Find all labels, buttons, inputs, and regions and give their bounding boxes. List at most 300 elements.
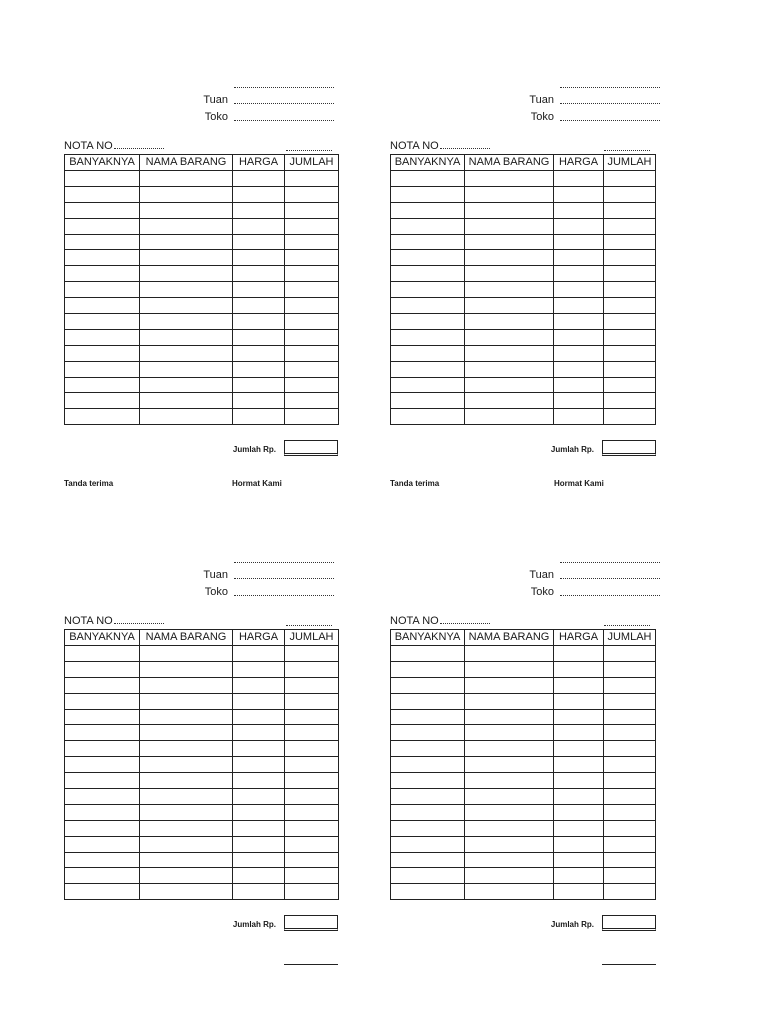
cell-harga[interactable]	[233, 646, 285, 662]
cell-banyaknya[interactable]	[391, 789, 465, 805]
cell-nama-barang[interactable]	[140, 186, 233, 202]
table-row	[65, 186, 339, 202]
cell-harga[interactable]	[554, 773, 604, 789]
toko-dots	[560, 119, 660, 121]
cell-harga[interactable]	[233, 234, 285, 250]
cell-harga[interactable]	[554, 377, 604, 393]
cell-harga[interactable]	[554, 709, 604, 725]
cell-harga[interactable]	[233, 266, 285, 282]
cell-harga[interactable]	[554, 345, 604, 361]
cell-nama-barang[interactable]	[140, 361, 233, 377]
cell-nama-barang[interactable]	[465, 314, 554, 330]
cell-nama-barang[interactable]	[465, 868, 554, 884]
cell-harga[interactable]	[233, 725, 285, 741]
cell-jumlah[interactable]	[604, 661, 656, 677]
cell-nama-barang[interactable]	[465, 234, 554, 250]
cell-harga[interactable]	[554, 329, 604, 345]
cell-banyaknya[interactable]	[65, 393, 140, 409]
cell-banyaknya[interactable]	[65, 377, 140, 393]
cell-nama-barang[interactable]	[140, 836, 233, 852]
cell-nama-barang[interactable]	[465, 171, 554, 187]
cell-harga[interactable]	[554, 661, 604, 677]
cell-jumlah[interactable]	[285, 377, 339, 393]
cell-banyaknya[interactable]	[65, 218, 140, 234]
cell-jumlah[interactable]	[604, 409, 656, 425]
cell-banyaknya[interactable]	[65, 677, 140, 693]
cell-banyaknya[interactable]	[65, 661, 140, 677]
cell-nama-barang[interactable]	[140, 852, 233, 868]
cell-harga[interactable]	[554, 250, 604, 266]
cell-nama-barang[interactable]	[465, 218, 554, 234]
cell-nama-barang[interactable]	[465, 757, 554, 773]
jumlah-rp-label: Jumlah Rp.	[232, 920, 276, 929]
cell-harga[interactable]	[554, 741, 604, 757]
cell-harga[interactable]	[554, 677, 604, 693]
date-line	[184, 76, 334, 92]
cell-nama-barang[interactable]	[140, 677, 233, 693]
cell-banyaknya[interactable]	[391, 361, 465, 377]
cell-banyaknya[interactable]	[391, 693, 465, 709]
cell-jumlah[interactable]	[604, 361, 656, 377]
cell-banyaknya[interactable]	[391, 234, 465, 250]
cell-banyaknya[interactable]	[65, 314, 140, 330]
cell-jumlah[interactable]	[285, 804, 339, 820]
cell-harga[interactable]	[233, 852, 285, 868]
cell-harga[interactable]	[554, 314, 604, 330]
cell-jumlah[interactable]	[604, 709, 656, 725]
cell-jumlah[interactable]	[285, 314, 339, 330]
cell-jumlah[interactable]	[604, 804, 656, 820]
cell-harga[interactable]	[554, 868, 604, 884]
cell-jumlah[interactable]	[604, 266, 656, 282]
cell-jumlah[interactable]	[604, 250, 656, 266]
cell-nama-barang[interactable]	[140, 820, 233, 836]
cell-nama-barang[interactable]	[465, 646, 554, 662]
cell-banyaknya[interactable]	[65, 171, 140, 187]
cell-jumlah[interactable]	[285, 852, 339, 868]
cell-nama-barang[interactable]	[465, 202, 554, 218]
cell-nama-barang[interactable]	[140, 345, 233, 361]
cell-banyaknya[interactable]	[391, 186, 465, 202]
cell-banyaknya[interactable]	[65, 836, 140, 852]
cell-harga[interactable]	[554, 884, 604, 900]
hormat-kami-label: Hormat Kami	[232, 479, 282, 488]
cell-harga[interactable]	[233, 202, 285, 218]
cell-nama-barang[interactable]	[140, 234, 233, 250]
cell-nama-barang[interactable]	[465, 741, 554, 757]
cell-nama-barang[interactable]	[140, 693, 233, 709]
cell-harga[interactable]	[233, 709, 285, 725]
cell-banyaknya[interactable]	[391, 250, 465, 266]
cell-harga[interactable]	[233, 393, 285, 409]
cell-banyaknya[interactable]	[65, 789, 140, 805]
cell-nama-barang[interactable]	[465, 393, 554, 409]
cell-harga[interactable]	[233, 868, 285, 884]
cell-jumlah[interactable]	[285, 250, 339, 266]
cell-banyaknya[interactable]	[65, 298, 140, 314]
cell-jumlah[interactable]	[285, 329, 339, 345]
cell-banyaknya[interactable]	[65, 741, 140, 757]
cell-banyaknya[interactable]	[391, 677, 465, 693]
cell-harga[interactable]	[554, 820, 604, 836]
cell-banyaknya[interactable]	[65, 804, 140, 820]
col-header-banyaknya: BANYAKNYA	[391, 630, 465, 646]
cell-jumlah[interactable]	[285, 409, 339, 425]
cell-jumlah[interactable]	[285, 836, 339, 852]
table-row	[65, 836, 339, 852]
cell-banyaknya[interactable]	[391, 725, 465, 741]
toko-label: Toko	[530, 586, 554, 598]
cell-jumlah[interactable]	[604, 836, 656, 852]
cell-harga[interactable]	[233, 250, 285, 266]
cell-banyaknya[interactable]	[65, 852, 140, 868]
cell-nama-barang[interactable]	[465, 836, 554, 852]
cell-banyaknya[interactable]	[65, 773, 140, 789]
cell-jumlah[interactable]	[285, 741, 339, 757]
cell-nama-barang[interactable]	[140, 757, 233, 773]
cell-nama-barang[interactable]	[140, 250, 233, 266]
cell-banyaknya[interactable]	[391, 836, 465, 852]
cell-banyaknya[interactable]	[391, 709, 465, 725]
cell-jumlah[interactable]	[604, 757, 656, 773]
cell-harga[interactable]	[233, 377, 285, 393]
cell-nama-barang[interactable]	[140, 804, 233, 820]
cell-banyaknya[interactable]	[391, 171, 465, 187]
cell-harga[interactable]	[233, 773, 285, 789]
cell-jumlah[interactable]	[604, 329, 656, 345]
table-row	[65, 646, 339, 662]
cell-banyaknya[interactable]	[391, 741, 465, 757]
cell-nama-barang[interactable]	[140, 741, 233, 757]
cell-jumlah[interactable]	[604, 298, 656, 314]
cell-jumlah[interactable]	[285, 282, 339, 298]
cell-banyaknya[interactable]	[65, 329, 140, 345]
cell-harga[interactable]	[233, 171, 285, 187]
cell-banyaknya[interactable]	[391, 202, 465, 218]
cell-banyaknya[interactable]	[65, 250, 140, 266]
cell-jumlah[interactable]	[604, 393, 656, 409]
cell-jumlah[interactable]	[285, 789, 339, 805]
cell-jumlah[interactable]	[604, 377, 656, 393]
cell-banyaknya[interactable]	[391, 282, 465, 298]
cell-nama-barang[interactable]	[140, 789, 233, 805]
cell-banyaknya[interactable]	[391, 218, 465, 234]
cell-harga[interactable]	[554, 409, 604, 425]
cell-banyaknya[interactable]	[65, 282, 140, 298]
cell-harga[interactable]	[233, 329, 285, 345]
cell-harga[interactable]	[233, 741, 285, 757]
cell-jumlah[interactable]	[604, 646, 656, 662]
cell-nama-barang[interactable]	[465, 773, 554, 789]
cell-jumlah[interactable]	[604, 693, 656, 709]
cell-banyaknya[interactable]	[391, 345, 465, 361]
jumlah-total-box[interactable]	[602, 915, 656, 931]
cell-nama-barang[interactable]	[465, 789, 554, 805]
cell-jumlah[interactable]	[285, 725, 339, 741]
table-row	[65, 171, 339, 187]
cell-nama-barang[interactable]	[140, 171, 233, 187]
cell-banyaknya[interactable]	[391, 377, 465, 393]
cell-banyaknya[interactable]	[391, 329, 465, 345]
cell-jumlah[interactable]	[604, 345, 656, 361]
cell-banyaknya[interactable]	[65, 646, 140, 662]
cell-harga[interactable]	[554, 171, 604, 187]
cell-jumlah[interactable]	[285, 298, 339, 314]
cell-harga[interactable]	[233, 298, 285, 314]
cell-jumlah[interactable]	[604, 677, 656, 693]
cell-nama-barang[interactable]	[140, 646, 233, 662]
cell-banyaknya[interactable]	[391, 884, 465, 900]
cell-nama-barang[interactable]	[465, 361, 554, 377]
cell-harga[interactable]	[554, 852, 604, 868]
cell-harga[interactable]	[554, 693, 604, 709]
cell-banyaknya[interactable]	[65, 757, 140, 773]
cell-jumlah[interactable]	[285, 757, 339, 773]
table-row	[65, 709, 339, 725]
cell-nama-barang[interactable]	[140, 266, 233, 282]
cell-jumlah[interactable]	[285, 202, 339, 218]
cell-nama-barang[interactable]	[140, 409, 233, 425]
cell-harga[interactable]	[554, 757, 604, 773]
cell-nama-barang[interactable]	[140, 282, 233, 298]
cell-harga[interactable]	[233, 186, 285, 202]
cell-jumlah[interactable]	[604, 789, 656, 805]
cell-banyaknya[interactable]	[391, 757, 465, 773]
table-row	[391, 773, 656, 789]
cell-harga[interactable]	[233, 836, 285, 852]
cell-harga[interactable]	[554, 804, 604, 820]
cell-harga[interactable]	[554, 836, 604, 852]
cell-banyaknya[interactable]	[391, 852, 465, 868]
cell-jumlah[interactable]	[604, 218, 656, 234]
cell-harga[interactable]	[233, 884, 285, 900]
jumlah-total-box[interactable]	[284, 915, 338, 931]
cell-harga[interactable]	[554, 186, 604, 202]
cell-jumlah[interactable]	[285, 234, 339, 250]
cell-jumlah[interactable]	[604, 741, 656, 757]
items-table	[390, 629, 656, 900]
cell-nama-barang[interactable]	[140, 661, 233, 677]
table-row	[391, 693, 656, 709]
cell-banyaknya[interactable]	[391, 393, 465, 409]
col-header-harga: HARGA	[233, 630, 285, 646]
cell-nama-barang[interactable]	[465, 852, 554, 868]
cell-banyaknya[interactable]	[65, 868, 140, 884]
cell-jumlah[interactable]	[285, 266, 339, 282]
cell-banyaknya[interactable]	[391, 773, 465, 789]
col-header-banyaknya: BANYAKNYA	[65, 630, 140, 646]
cell-harga[interactable]	[233, 757, 285, 773]
cell-nama-barang[interactable]	[140, 329, 233, 345]
cell-jumlah[interactable]	[604, 234, 656, 250]
cell-banyaknya[interactable]	[391, 409, 465, 425]
cell-harga[interactable]	[233, 314, 285, 330]
cell-nama-barang[interactable]	[465, 377, 554, 393]
cell-harga[interactable]	[233, 409, 285, 425]
cell-nama-barang[interactable]	[140, 725, 233, 741]
cell-jumlah[interactable]	[604, 868, 656, 884]
cell-banyaknya[interactable]	[391, 646, 465, 662]
cell-jumlah[interactable]	[285, 773, 339, 789]
cell-jumlah[interactable]	[604, 202, 656, 218]
cell-banyaknya[interactable]	[391, 661, 465, 677]
cell-jumlah[interactable]	[604, 171, 656, 187]
cell-jumlah[interactable]	[604, 820, 656, 836]
cell-banyaknya[interactable]	[65, 820, 140, 836]
cell-harga[interactable]	[554, 725, 604, 741]
cell-nama-barang[interactable]	[465, 884, 554, 900]
cell-nama-barang[interactable]	[465, 298, 554, 314]
cell-nama-barang[interactable]	[465, 804, 554, 820]
cell-nama-barang[interactable]	[465, 409, 554, 425]
cell-jumlah[interactable]	[285, 820, 339, 836]
cell-harga[interactable]	[554, 282, 604, 298]
cell-harga[interactable]	[233, 661, 285, 677]
cell-harga[interactable]	[233, 361, 285, 377]
cell-banyaknya[interactable]	[391, 804, 465, 820]
table-row	[65, 884, 339, 900]
jumlah-total-box[interactable]	[602, 440, 656, 456]
jumlah-total-box[interactable]	[284, 440, 338, 456]
cell-harga[interactable]	[233, 820, 285, 836]
cell-harga[interactable]	[554, 646, 604, 662]
cell-nama-barang[interactable]	[140, 298, 233, 314]
cell-harga[interactable]	[554, 234, 604, 250]
cell-jumlah[interactable]	[285, 709, 339, 725]
cell-banyaknya[interactable]	[65, 186, 140, 202]
cell-harga[interactable]	[554, 218, 604, 234]
col-header-banyaknya: BANYAKNYA	[391, 155, 465, 171]
toko-line	[184, 584, 334, 600]
cell-harga[interactable]	[554, 789, 604, 805]
cell-jumlah[interactable]	[285, 171, 339, 187]
cell-nama-barang[interactable]	[140, 868, 233, 884]
table-row	[65, 393, 339, 409]
cell-nama-barang[interactable]	[140, 202, 233, 218]
date-dots	[234, 86, 334, 88]
cell-nama-barang[interactable]	[465, 329, 554, 345]
cell-jumlah[interactable]	[604, 852, 656, 868]
table-row	[65, 804, 339, 820]
cell-jumlah[interactable]	[285, 693, 339, 709]
cell-banyaknya[interactable]	[65, 202, 140, 218]
cell-jumlah[interactable]	[285, 393, 339, 409]
cell-banyaknya[interactable]	[391, 868, 465, 884]
cell-jumlah[interactable]	[604, 186, 656, 202]
cell-nama-barang[interactable]	[465, 709, 554, 725]
cell-banyaknya[interactable]	[65, 693, 140, 709]
cell-nama-barang[interactable]	[465, 345, 554, 361]
cell-banyaknya[interactable]	[65, 709, 140, 725]
cell-banyaknya[interactable]	[65, 409, 140, 425]
cell-jumlah[interactable]	[604, 282, 656, 298]
cell-jumlah[interactable]	[604, 773, 656, 789]
cell-nama-barang[interactable]	[140, 393, 233, 409]
nota-no-dots	[440, 148, 490, 149]
cell-nama-barang[interactable]	[465, 282, 554, 298]
cell-banyaknya[interactable]	[391, 266, 465, 282]
cell-harga[interactable]	[233, 804, 285, 820]
table-row	[65, 250, 339, 266]
table-row	[391, 409, 656, 425]
table-row	[391, 202, 656, 218]
cell-harga[interactable]	[233, 282, 285, 298]
cell-nama-barang[interactable]	[465, 820, 554, 836]
toko-line	[510, 109, 660, 125]
cell-banyaknya[interactable]	[65, 725, 140, 741]
cell-harga[interactable]	[233, 345, 285, 361]
table-row	[391, 171, 656, 187]
cell-harga[interactable]	[554, 393, 604, 409]
table-row	[391, 186, 656, 202]
cell-banyaknya[interactable]	[391, 298, 465, 314]
cell-nama-barang[interactable]	[465, 677, 554, 693]
table-row	[391, 741, 656, 757]
tuan-line	[510, 567, 660, 583]
cell-harga[interactable]	[233, 677, 285, 693]
cell-jumlah[interactable]	[285, 661, 339, 677]
cell-jumlah[interactable]	[604, 725, 656, 741]
table-row	[65, 202, 339, 218]
cell-nama-barang[interactable]	[465, 693, 554, 709]
cell-jumlah[interactable]	[285, 361, 339, 377]
cell-jumlah[interactable]	[285, 884, 339, 900]
cell-nama-barang[interactable]	[465, 266, 554, 282]
cell-banyaknya[interactable]	[65, 234, 140, 250]
cell-jumlah[interactable]	[285, 677, 339, 693]
cell-jumlah[interactable]	[285, 868, 339, 884]
cell-harga[interactable]	[233, 218, 285, 234]
cell-jumlah[interactable]	[285, 646, 339, 662]
date-dots	[560, 86, 660, 88]
nota-form-4	[390, 551, 690, 971]
cell-jumlah[interactable]	[285, 186, 339, 202]
cell-harga[interactable]	[554, 361, 604, 377]
cell-banyaknya[interactable]	[391, 314, 465, 330]
col-header-nama-barang: NAMA BARANG	[465, 155, 554, 171]
cell-harga[interactable]	[554, 202, 604, 218]
cell-jumlah[interactable]	[604, 314, 656, 330]
cell-banyaknya[interactable]	[65, 361, 140, 377]
cell-nama-barang[interactable]	[465, 661, 554, 677]
cell-jumlah[interactable]	[285, 218, 339, 234]
cell-nama-barang[interactable]	[140, 709, 233, 725]
cell-harga[interactable]	[233, 693, 285, 709]
cell-nama-barang[interactable]	[140, 884, 233, 900]
cell-nama-barang[interactable]	[465, 186, 554, 202]
cell-nama-barang[interactable]	[465, 250, 554, 266]
cell-jumlah[interactable]	[285, 345, 339, 361]
cell-harga[interactable]	[233, 789, 285, 805]
cell-jumlah[interactable]	[604, 884, 656, 900]
cell-nama-barang[interactable]	[140, 773, 233, 789]
nota-no-label: NOTA NO	[390, 615, 439, 627]
nota-form-1	[64, 76, 364, 496]
cell-banyaknya[interactable]	[65, 266, 140, 282]
cell-harga[interactable]	[554, 266, 604, 282]
cell-nama-barang[interactable]	[140, 218, 233, 234]
cell-harga[interactable]	[554, 298, 604, 314]
cell-nama-barang[interactable]	[140, 314, 233, 330]
cell-banyaknya[interactable]	[65, 884, 140, 900]
table-row	[391, 361, 656, 377]
toko-line	[184, 109, 334, 125]
cell-banyaknya[interactable]	[65, 345, 140, 361]
cell-nama-barang[interactable]	[140, 377, 233, 393]
cell-banyaknya[interactable]	[391, 820, 465, 836]
cell-nama-barang[interactable]	[465, 725, 554, 741]
table-row	[65, 677, 339, 693]
